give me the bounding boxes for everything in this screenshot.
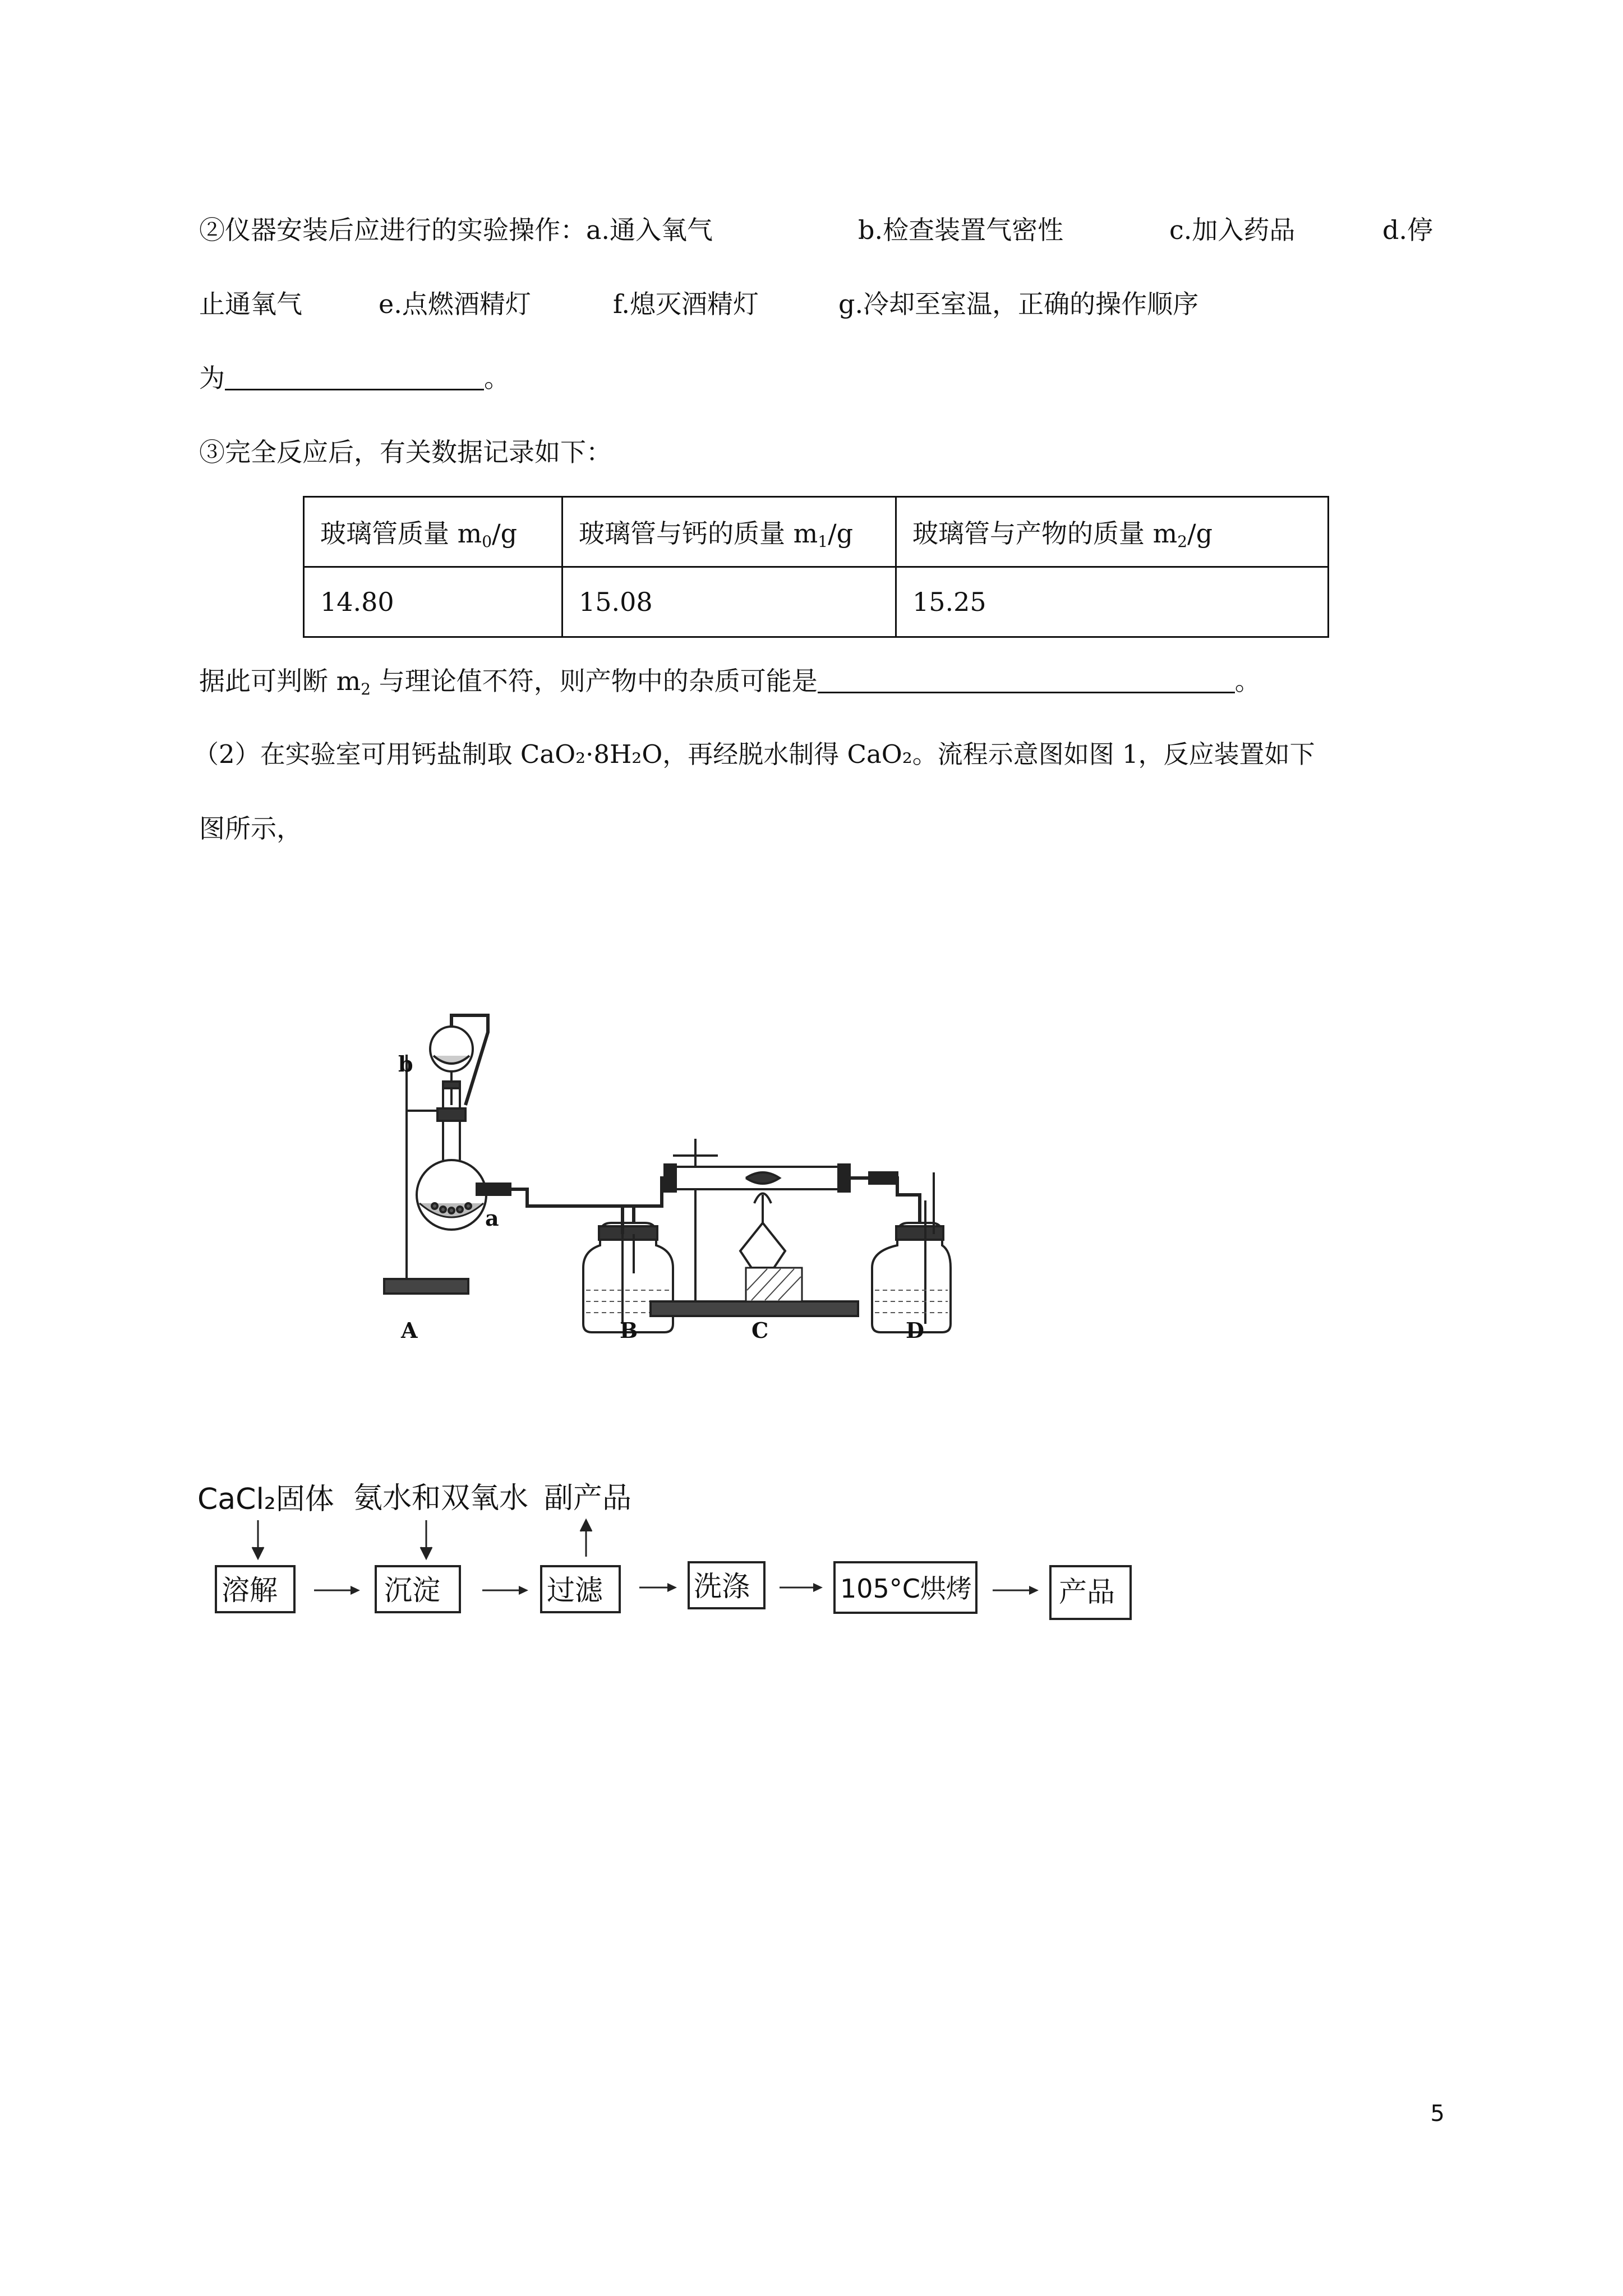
stand-base-a (384, 1279, 468, 1294)
q2-line1 (199, 213, 1433, 247)
table-cell: 15.25 (896, 567, 1329, 637)
answer-blank-impurity[interactable] (818, 669, 1235, 693)
table-row (304, 567, 1329, 637)
table-header-cell: 玻璃管与钙的质量 $m_1/g$ (562, 497, 896, 567)
table-header-cell: 玻璃管质量 $m_0/g$ (304, 497, 562, 567)
stand-base-c (651, 1301, 858, 1316)
option-c: c.加入药品 (1169, 215, 1295, 245)
option-g: g.冷却至室温，正确的操作顺序 (838, 289, 1199, 319)
label-a-lower: a (485, 1205, 499, 1231)
q2-line3-end: 。 (484, 363, 510, 393)
q2-line3-start: 为 (199, 363, 225, 393)
step-label: 105°C烘烤 (840, 1573, 972, 1604)
flow-input-cacl2: CaCl₂固体 (197, 1483, 334, 1516)
step-label: 沉淀 (384, 1574, 440, 1607)
step-label: 过滤 (547, 1574, 603, 1607)
step-label: 洗涤 (694, 1570, 750, 1603)
q3-intro: ③完全反应后，有关数据记录如下： (199, 437, 612, 467)
option-f: f.熄灭酒精灯 (613, 289, 759, 319)
table-cell: 15.08 (562, 567, 896, 637)
q2-prefix: ②仪器安装后应进行的实验操作： (199, 215, 586, 245)
step-label: 溶解 (222, 1574, 278, 1607)
data-table (303, 496, 1329, 638)
table-cell: 14.80 (304, 567, 562, 637)
alcohol-lamp (740, 1223, 785, 1268)
q3-judge: 据此可判断 $m_2$ 与理论值不符，则产物中的杂质可能是 。 (199, 666, 1261, 698)
table-row (304, 497, 1329, 567)
label-b-lower: b (398, 1051, 413, 1076)
q2-line3 (199, 361, 510, 395)
option-a: a.通入氧气 (586, 215, 713, 245)
label-b-upper: B (620, 1318, 638, 1343)
flow-byproduct: 副产品 (544, 1481, 632, 1515)
q2-line2 (199, 287, 1433, 321)
answer-blank-order[interactable] (225, 366, 484, 390)
option-d-start: d.停 (1382, 215, 1433, 245)
option-e: e.点燃酒精灯 (379, 289, 531, 319)
table-header-cell: 玻璃管与产物的质量 $m_2/g$ (896, 497, 1329, 567)
step-label: 产品 (1059, 1576, 1115, 1608)
part2-line1: （2）在实验室可用钙盐制取 CaO₂·8H₂O，再经脱水制得 CaO₂。流程示意图如图 1，反应装置如下 (193, 739, 1315, 769)
option-b: b.检查装置气密性 (858, 215, 1064, 245)
option-d-end: 止通氧气 (199, 289, 302, 319)
reaction-apparatus-diagram (359, 1010, 953, 1352)
page-number: 5 (1430, 2101, 1445, 2127)
flow-input-ammonia: 氨水和双氧水 (353, 1481, 529, 1515)
part2-line2: 图所示， (199, 813, 302, 844)
label-a-upper: A (401, 1318, 418, 1343)
label-d-upper: D (906, 1318, 924, 1343)
label-c-upper: C (751, 1318, 769, 1343)
process-flowchart (191, 1475, 1155, 1644)
